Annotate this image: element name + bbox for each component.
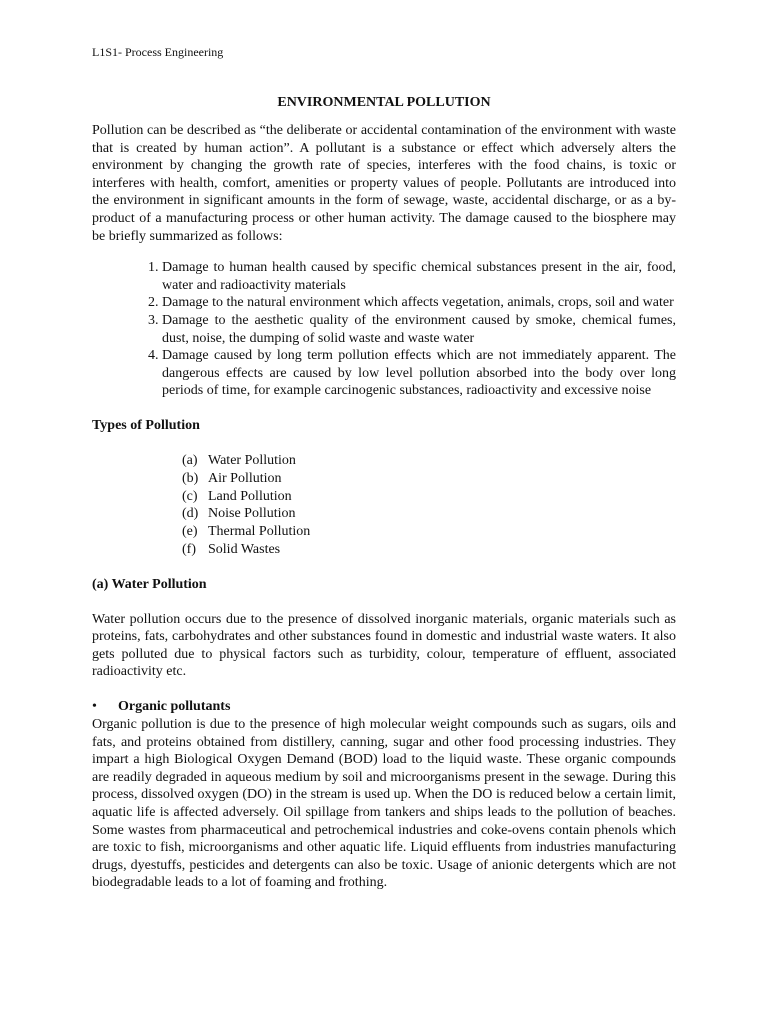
types-item-marker: (f) — [182, 541, 196, 557]
organic-pollutants-heading — [92, 698, 676, 716]
bullet-icon: • — [92, 699, 97, 715]
damage-item: 4. Damage caused by long term pollution effects which are not immediately apparent. The dangerous effects are caused by low level pollution absorbed into the body over long periods of time, for example carcinogenic substances, radioactivity and excessive noise — [162, 347, 676, 400]
water-pollution-heading: (a) Water Pollution — [92, 576, 207, 592]
types-item — [182, 488, 676, 506]
organic-pollutants-paragraph: Organic pollution is due to the presence of high molecular weight compounds such as sugars, oils and fats, and proteins obtained from distillery, canning, sugar and other food processing industries. They impart a high Biological Oxygen Demand (BOD) load to the liquid waste. These organic compounds are readily degraded in aqueous medium by soil and microorganisms present in the sewage. During this process, dissolved oxygen (DO) in the stream is used up. When the DO is reduced below a certain limit, aquatic life is affected adversely. Oil spillage from tankers and ships leads to the pollution of beaches. Some wastes from pharmaceutical and petrochemical industries and coke-ovens contain phenols which are toxic to fish, microorganisms and other aquatic life. Liquid effluents from industries manufacturing drugs, dyestuffs, pesticides and detergents can also be toxic. Usage of anionic detergents which are not biodegradable leads to a lot of foaming and frothing. — [92, 717, 676, 891]
types-item-marker: (a) — [182, 452, 198, 468]
types-item — [182, 523, 676, 541]
intro-paragraph: Pollution can be described as “the deliberate or accidental contamination of the environment with waste that is created by human action”. A pollutant is a substance or effect which adversely alters the environment by changing the growth rate of species, interferes with the food chains, is toxic or interferes with health, comfort, amenities or property values of people. Pollutants are introduced into the environment in significant amounts in the form of sewage, waste, accidental discharge, or as a by-product of a manufacturing process or other human activity. The damage caused to the biosphere may be briefly summarized as follows: — [92, 123, 676, 244]
types-heading: Types of Pollution — [92, 417, 200, 433]
document-title: ENVIRONMENTAL POLLUTION — [277, 95, 491, 110]
types-item-label: Land Pollution — [208, 488, 292, 504]
types-item — [182, 452, 676, 470]
running-header: L1S1- Process Engineering — [92, 45, 224, 59]
organic-pollutants-label: Organic pollutants — [118, 699, 231, 715]
types-item — [182, 541, 676, 559]
damage-item: 1. Damage to human health caused by specific chemical substances present in the air, food, water and radioactivity materials — [162, 259, 676, 294]
types-item-marker: (e) — [182, 524, 198, 540]
document-page — [92, 44, 676, 892]
types-list — [92, 452, 676, 559]
types-item-label: Noise Pollution — [208, 506, 296, 522]
damage-list — [92, 259, 676, 400]
types-item — [182, 470, 676, 488]
types-item-label: Solid Wastes — [208, 541, 281, 557]
types-item-marker: (c) — [182, 488, 198, 504]
damage-item: 3. Damage to the aesthetic quality of the environment caused by smoke, chemical fumes, dust, noise, the dumping of solid waste and waste water — [162, 312, 676, 347]
types-item — [182, 505, 676, 523]
types-item-marker: (d) — [182, 506, 199, 522]
types-item-label: Air Pollution — [208, 470, 282, 486]
types-item-label: Water Pollution — [208, 452, 296, 468]
damage-item: 2. Damage to the natural environment which affects vegetation, animals, crops, soil and water — [162, 294, 676, 312]
water-pollution-paragraph: Water pollution occurs due to the presence of dissolved inorganic materials, organic materials such as proteins, fats, carbohydrates and other substances found in domestic and industrial waste waters. It also gets polluted due to physical factors such as turbidity, colour, temperature of effluent, associated radioactivity etc. — [92, 611, 676, 680]
types-item-marker: (b) — [182, 470, 199, 486]
types-item-label: Thermal Pollution — [208, 524, 311, 540]
